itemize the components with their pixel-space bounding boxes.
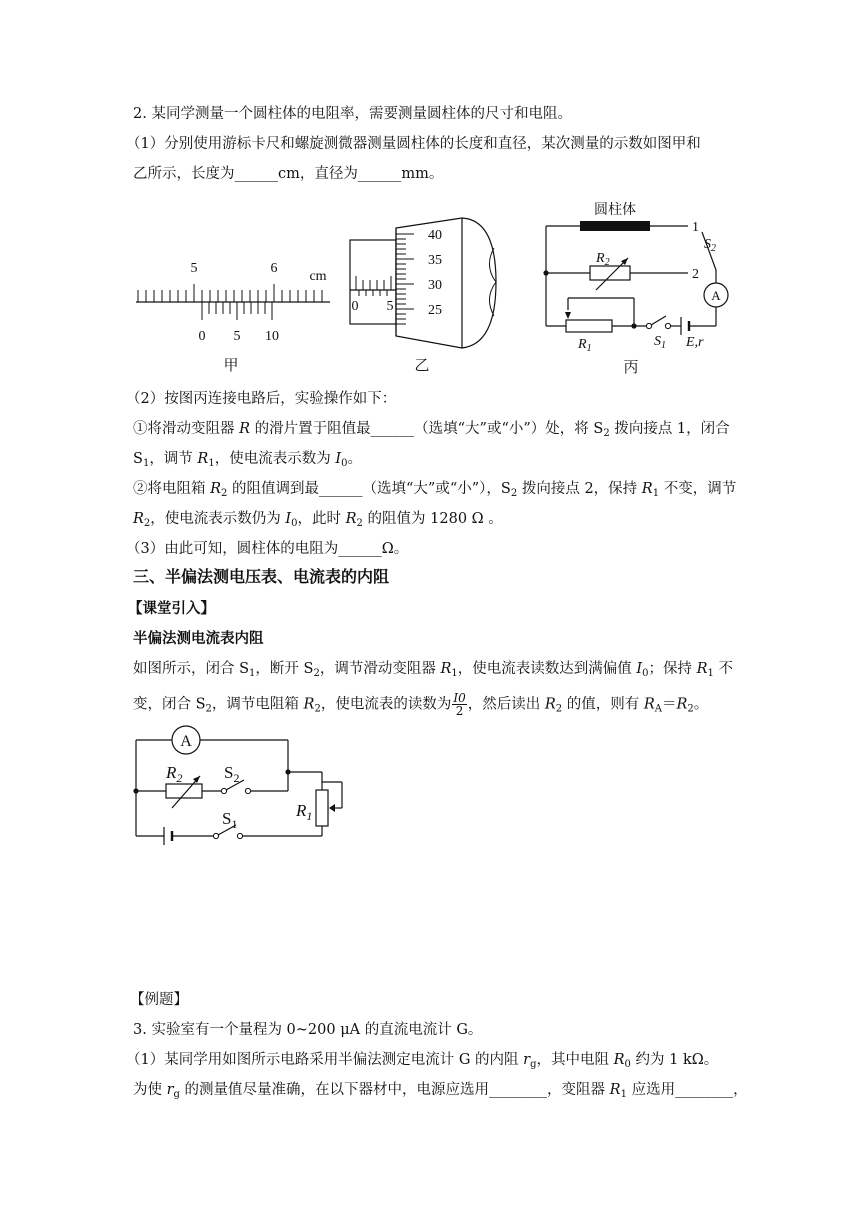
micrometer-thimble-40: 40 xyxy=(428,228,442,243)
svg-text:S1 xyxy=(654,334,666,351)
circuit1-caption: 丙 xyxy=(623,360,639,376)
example-tag: 【例题】 xyxy=(130,992,188,1008)
micrometer-main-0: 0 xyxy=(351,299,359,314)
q2-part2-intro: （2）按图丙连接电路后，实验操作如下： xyxy=(126,391,397,407)
circuit1-source-label: E,r xyxy=(686,335,704,350)
svg-text:R2 xyxy=(165,763,182,785)
circuit2-ammeter-label: A xyxy=(180,733,192,750)
section3-line2: 变，闭合 $S_2$，调节电阻箱 $R_2$，使电流表的读数为 $\frac{I0}{2}$ ，然后读出 $R_2$ 的值，则有 $R_A=R_2$。 xyxy=(133,691,709,718)
q3-part1-line1: （1）某同学用如图所示电路采用半偏法测定电流计 G 的内阻 $r_g$，其中电阻 $R_0$ 约为 1 kΩ。 xyxy=(126,1052,719,1070)
svg-text:S2 xyxy=(704,237,716,254)
circuit1-s2-label: S xyxy=(704,237,711,252)
circuit1-cylinder-label: 圆柱体 xyxy=(594,203,636,218)
circuit1-s1-label: S xyxy=(654,334,661,349)
q2-step1-line1: ①将滑动变阻器 R 的滑片置于阻值最______（选填“大”或“小”）处，将 $S_2$ 拨向接点 1，闭合 xyxy=(133,421,730,439)
q2-part3: （3）由此可知，圆柱体的电阻为______Ω。 xyxy=(126,541,409,557)
circuit1-s2-sub: 2 xyxy=(711,243,716,254)
q3-part1-line2: 为使 $r_g$ 的测量值尽量准确，在以下器材中，电源应选用________，变阻器 $R_1$ 应选用________， xyxy=(133,1082,748,1100)
half-current-fraction: $\frac{I0}{2}$ xyxy=(453,691,466,718)
caliper-caption: 甲 xyxy=(223,358,239,374)
circuit1-ammeter-label: A xyxy=(711,288,721,303)
half-deflection-circuit-figure xyxy=(130,724,360,846)
svg-text:R1 xyxy=(577,337,592,354)
micrometer-thimble-35: 35 xyxy=(428,253,442,268)
circuit-bing-figure xyxy=(538,196,738,380)
circuit2-r2-sub: 2 xyxy=(176,771,183,785)
q2-stem: 2. 某同学测量一个圆柱体的电阻率，需要测量圆柱体的尺寸和电阻。 xyxy=(133,106,572,122)
circuit2-r1-sub: 1 xyxy=(306,809,313,823)
micrometer-main-5: 5 xyxy=(386,299,394,314)
vernier-caliper-figure xyxy=(128,250,348,380)
svg-text:R1 xyxy=(295,801,312,823)
q2-step2-line2: $R_2$，使电流表示数仍为 $I_0$，此时 $R_2$ 的阻值为 1280 Ω 。 xyxy=(133,511,503,529)
circuit1-r2-sub: 2 xyxy=(604,257,610,268)
section3-subheading: 半偏法测电流表内阻 xyxy=(133,631,264,647)
circuit2-s1-sub: 1 xyxy=(231,817,238,831)
circuit1-s1-sub: 1 xyxy=(661,340,666,351)
q2-step1-line2: $S_1$，调节 $R_1$，使电流表示数为 $I_0$。 xyxy=(133,451,362,469)
caliper-main-5: 5 xyxy=(190,261,198,276)
micrometer-thimble-25: 25 xyxy=(428,303,442,318)
q2-part1-line2: 乙所示，长度为______cm，直径为______mm。 xyxy=(133,166,444,182)
svg-text:R2 xyxy=(595,251,610,268)
micrometer-caption: 乙 xyxy=(414,358,430,374)
circuit2-s1-label: S xyxy=(222,809,232,828)
caliper-vernier-10: 10 xyxy=(265,329,279,344)
section3-intro-tag: 【课堂引入】 xyxy=(128,601,215,617)
q3-stem: 3. 实验室有一个量程为 0~200 μA 的直流电流计 G。 xyxy=(133,1022,483,1038)
q2-step2-line1: ②将电阻箱 $R_2$ 的阻值调到最______（选填“大”或“小”），$S_2$ 拨向接点 2，保持 $R_1$ 不变，调节 xyxy=(133,481,737,499)
circuit1-r1-label: R xyxy=(578,337,587,352)
section3-line1: 如图所示，闭合 $S_1$，断开 $S_2$，调节滑动变阻器 $R_1$，使电流表读数达到满偏值 $I_0$；保持 $R_1$ 不 xyxy=(133,661,733,679)
circuit2-r1-label: R xyxy=(296,801,307,820)
q2-part1-line1: （1）分别使用游标卡尺和螺旋测微器测量圆柱体的长度和直径，某次测量的示数如图甲和 xyxy=(126,136,701,152)
circuit1-node-1: 1 xyxy=(692,220,699,235)
circuit1-node-2: 2 xyxy=(692,267,699,282)
caliper-unit: cm xyxy=(309,269,327,284)
section3-heading: 三、半偏法测电压表、电流表的内阻 xyxy=(133,567,390,586)
circuit2-s2-sub: 2 xyxy=(233,771,240,785)
caliper-main-6: 6 xyxy=(270,261,278,276)
circuit1-r1-sub: 1 xyxy=(586,343,592,354)
micrometer-thimble-30: 30 xyxy=(428,278,442,293)
svg-text:S1 xyxy=(222,809,237,831)
caliper-vernier-5: 5 xyxy=(233,329,241,344)
circuit1-r2-label: R xyxy=(596,251,605,266)
svg-text:S2 xyxy=(224,763,239,785)
circuit2-r2-label: R xyxy=(166,763,177,782)
micrometer-figure xyxy=(344,212,514,380)
caliper-vernier-0: 0 xyxy=(198,329,206,344)
circuit2-s2-label: S xyxy=(224,763,234,782)
